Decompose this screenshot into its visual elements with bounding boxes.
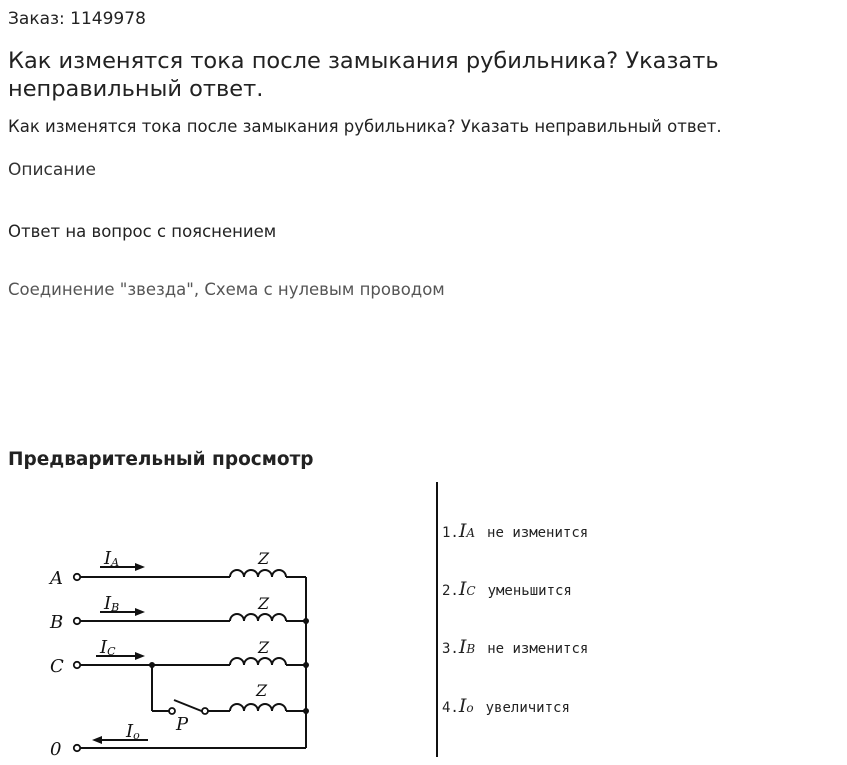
topic-text: Соединение "звезда", Схема с нулевым проводом [8,280,445,299]
current-ib-label: IB [104,593,120,614]
answer-option-2: 2.IC уменьшится [442,578,572,600]
load-z-label-switched: Z [256,681,268,700]
terminal-b-label: B [50,612,64,633]
terminal-neutral-label: 0 [50,739,62,760]
load-z-label-c: Z [258,638,270,657]
current-ia-label: IA [104,548,120,569]
circuit-diagram [0,478,436,765]
order-number: Заказ: 1149978 [8,9,146,29]
terminal-c-label: C [50,656,64,677]
switch-label: P [176,714,189,735]
answer-option-1: 1.IA не изменится [442,520,589,542]
current-ic-label: IC [100,637,116,658]
current-io-label: Io [126,721,140,742]
load-z-label-b: Z [258,594,270,613]
load-z-label-a: Z [258,549,270,568]
description-heading: Описание [8,160,96,180]
terminal-a-label: A [50,568,63,589]
preview-image [0,478,847,765]
answer-description: Ответ на вопрос с пояснением [8,222,277,241]
answer-option-3: 3.IB не изменится [442,636,589,658]
divider-line [436,482,438,757]
question-text: Как изменятся тока после замыкания рубильника? Указать неправильный ответ. [8,117,722,136]
preview-heading: Предварительный просмотр [8,449,314,470]
answer-option-4: 4.Io увеличится [442,695,570,717]
page-title: Как изменятся тока после замыкания рубильника? Указать неправильный ответ. [8,48,719,102]
